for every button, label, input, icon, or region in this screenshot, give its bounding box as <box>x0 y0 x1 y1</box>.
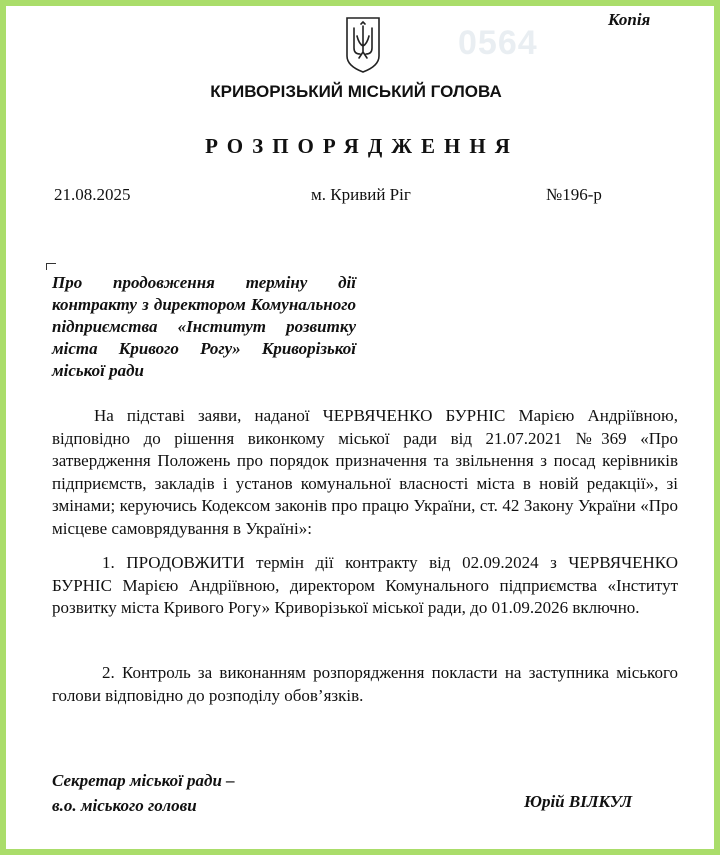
corner-mark <box>46 263 56 270</box>
signatory-position-line-1: Секретар міської ради – <box>52 771 235 790</box>
signatory-position <box>52 768 235 818</box>
order-place: м. Кривий Ріг <box>311 185 411 204</box>
ukrainian-trident-icon <box>344 14 382 74</box>
watermark: 0564 <box>458 24 538 62</box>
body-paragraph-1: На підставі заяви, наданої ЧЕРВЯЧЕНКО БУРНІС Марією Андріївною, відповідно до рішення виконкому міської ради від 21.07.2021 №369 «Про затвердження Положень про порядок призначення та звільнення з посад керівників підприємств, закладів і установ комунальної власності міста в новій редакції», зі змінами; керуючись Кодексом законів про працю України, ст. 42 Закону України «Про місцеве самоврядування в Україні»: <box>52 406 678 538</box>
document-page <box>6 6 714 849</box>
copy-label: Копія <box>608 10 651 29</box>
signatory-name: Юрій ВІЛКУЛ <box>524 792 633 811</box>
order-date: 21.08.2025 <box>54 185 131 204</box>
body-paragraph-2: 1. ПРОДОВЖИТИ термін дії контракту від 02.09.2024 з ЧЕРВЯЧЕНКО БУРНІС Марією Андріївною, директором Комунального підприємства «Інститут розвитку міста Кривого Рогу» Криворізької міської ради, до 01.09.2026 включно. <box>52 553 678 617</box>
mayor-title: КРИВОРІЗЬКИЙ МІСЬКИЙ ГОЛОВА <box>210 82 502 101</box>
order-subject: Про продовження терміну дії контракту з директором Комунального підприємства «Інститут розвитку міста Кривого Рогу» Криворізької міської ради <box>52 273 356 380</box>
signatory-position-line-2: в.о. міського голови <box>52 796 197 815</box>
body-paragraph-3: 2. Контроль за виконанням розпорядження покласти на заступника міського голови відповідно до розподілу обов’язків. <box>52 663 678 705</box>
order-title: РОЗПОРЯДЖЕННЯ <box>205 134 519 158</box>
order-number: №196-р <box>546 185 602 204</box>
